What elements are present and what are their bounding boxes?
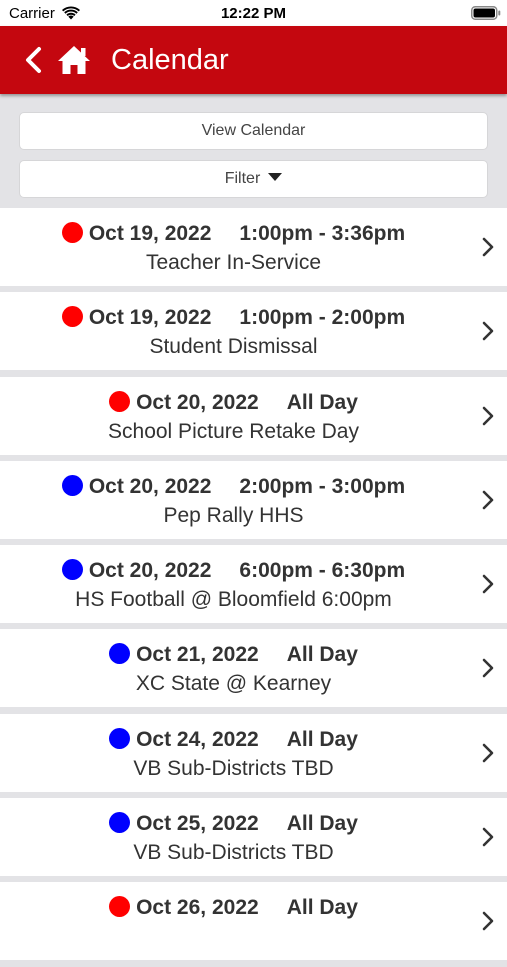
chevron-right-icon: [481, 236, 495, 258]
event-category-dot: [62, 559, 83, 580]
event-time: All Day: [286, 812, 358, 836]
event-list: [0, 208, 507, 967]
event-row[interactable]: [0, 629, 507, 707]
battery-icon: [471, 6, 501, 20]
event-header: [0, 305, 467, 330]
event-time: All Day: [286, 727, 358, 751]
chevron-right-icon: [481, 657, 495, 679]
event-date: Oct 20, 2022: [136, 390, 259, 414]
event-time: 1:00pm - 2:00pm: [239, 306, 406, 330]
event-category-dot: [109, 812, 130, 833]
event-date: Oct 21, 2022: [136, 643, 259, 667]
chevron-right-icon: [481, 742, 495, 764]
chevron-right-icon: [481, 405, 495, 427]
event-date: Oct 25, 2022: [136, 812, 259, 836]
chevron-right-icon: [481, 826, 495, 848]
filter-label: Filter: [224, 170, 261, 187]
event-row[interactable]: [0, 882, 507, 960]
event-title: Pep Rally HHS: [163, 503, 304, 527]
event-date: Oct 20, 2022: [88, 474, 212, 498]
event-title: Student Dismissal: [149, 335, 318, 359]
carrier-label: Carrier: [9, 5, 55, 22]
event-category-dot: [62, 306, 83, 327]
chevron-right-icon: [481, 910, 495, 932]
caret-down-icon: [268, 173, 282, 181]
event-row[interactable]: [0, 798, 507, 876]
event-date: Oct 20, 2022: [88, 559, 212, 583]
event-category-dot: [109, 391, 130, 412]
event-header: [0, 811, 467, 836]
status-bar: [0, 0, 507, 26]
event-category-dot: [109, 728, 130, 749]
view-calendar-label: View Calendar: [201, 122, 306, 139]
page-title: Calendar: [111, 44, 229, 76]
event-category-dot: [109, 896, 130, 917]
event-category-dot: [62, 475, 83, 496]
event-row[interactable]: [0, 377, 507, 455]
event-time: 2:00pm - 3:00pm: [239, 474, 406, 498]
event-header: [0, 390, 467, 415]
event-row[interactable]: [0, 714, 507, 792]
event-title: HS Football @ Bloomfield 6:00pm: [75, 588, 392, 612]
event-row[interactable]: [0, 461, 507, 539]
chevron-right-icon: [481, 489, 495, 511]
event-date: Oct 19, 2022: [88, 306, 212, 330]
event-header: [0, 474, 467, 499]
event-title: XC State @ Kearney: [135, 672, 332, 696]
event-category-dot: [62, 222, 83, 243]
event-header: [0, 895, 467, 920]
event-title: Teacher In-Service: [145, 251, 322, 274]
event-row[interactable]: [0, 545, 507, 623]
chevron-right-icon: [481, 320, 495, 342]
event-title: VB Sub-Districts TBD: [133, 756, 334, 780]
event-time: 1:00pm - 3:36pm: [239, 222, 406, 245]
back-chevron-icon[interactable]: [24, 46, 42, 74]
event-row[interactable]: [0, 208, 507, 286]
event-time: All Day: [286, 390, 358, 414]
event-row[interactable]: [0, 292, 507, 370]
event-header: [0, 642, 467, 667]
event-time: 6:00pm - 6:30pm: [239, 559, 406, 583]
view-calendar-button[interactable]: [19, 112, 488, 150]
filter-button[interactable]: [19, 160, 488, 198]
event-time: All Day: [286, 896, 358, 920]
event-title: VB Sub-Districts TBD: [133, 841, 334, 865]
event-header: [0, 727, 467, 752]
event-date: Oct 19, 2022: [88, 222, 212, 245]
event-header: [0, 558, 467, 583]
event-title: School Picture Retake Day: [108, 419, 359, 443]
home-icon[interactable]: [56, 44, 92, 76]
event-category-dot: [109, 643, 130, 664]
chevron-right-icon: [481, 573, 495, 595]
navigation-bar: [0, 26, 507, 94]
event-date: Oct 24, 2022: [136, 727, 259, 751]
event-header: [0, 221, 467, 246]
calendar-controls: [0, 94, 507, 208]
event-time: All Day: [286, 643, 358, 667]
event-date: Oct 26, 2022: [136, 896, 259, 920]
clock-time: 12:22 PM: [220, 5, 287, 22]
